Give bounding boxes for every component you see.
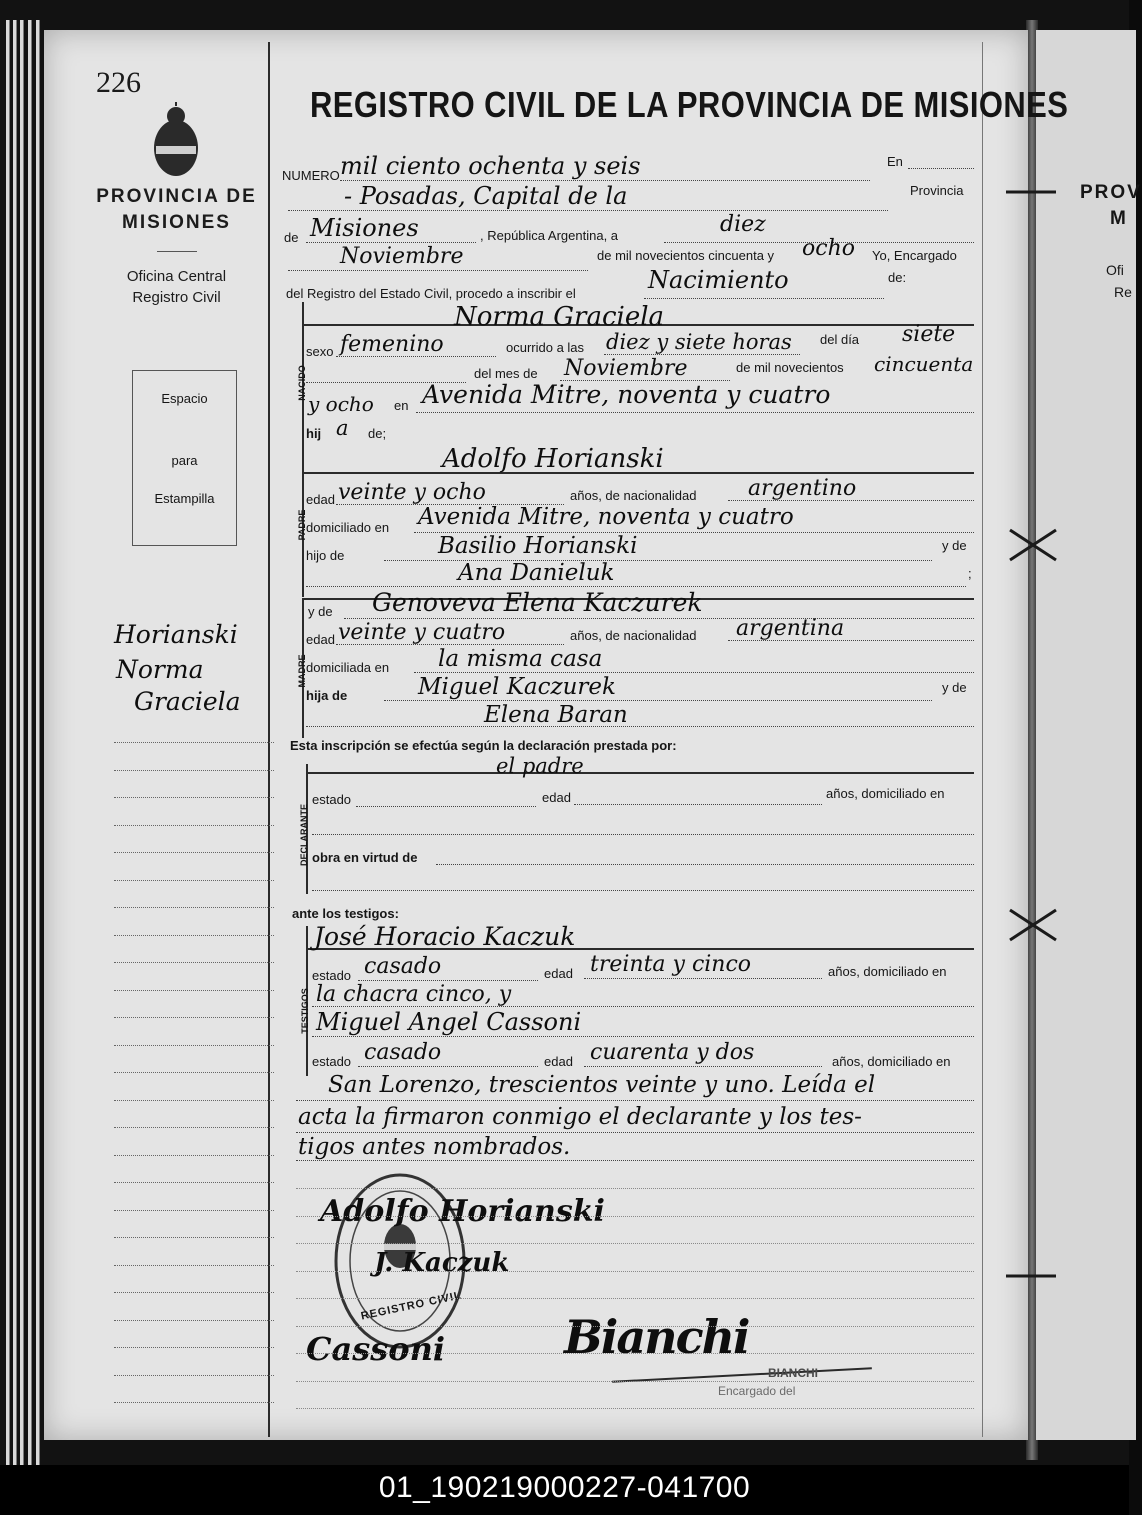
maternal-grandfather-value: Miguel Kaczurek xyxy=(418,674,616,700)
margin-ruled-line xyxy=(114,770,274,771)
signature-ruled-line xyxy=(296,1271,974,1272)
province-value: Misiones xyxy=(310,214,419,242)
mother-domicilio-value: la misma casa xyxy=(438,646,603,672)
section-label-madre: MADRE xyxy=(297,654,307,688)
fill-line xyxy=(288,210,888,211)
witness2-anos-label: años, domiciliado en xyxy=(832,1054,951,1069)
closing-line2: tigos antes nombrados. xyxy=(298,1134,571,1160)
registro-label: del Registro del Estado Civil, procedo a inscribir el xyxy=(286,286,576,301)
page-title: REGISTRO CIVIL DE LA PROVINCIA DE MISIONES xyxy=(310,84,1069,125)
fill-line xyxy=(908,168,974,169)
fill-line xyxy=(358,1066,538,1067)
stamp-label-line2: para xyxy=(171,453,198,468)
act-value: Nacimiento xyxy=(648,266,789,294)
margin-ruled-line xyxy=(114,1045,274,1046)
fill-line xyxy=(312,890,974,891)
office-label-line2: Registro Civil xyxy=(132,289,221,306)
fill-line xyxy=(296,1160,974,1161)
witness1-anos-label: años, domiciliado en xyxy=(828,964,947,979)
margin-ruled-line xyxy=(114,935,274,936)
fill-line xyxy=(336,644,564,645)
hij-value: a xyxy=(336,416,349,440)
fill-line xyxy=(312,1006,974,1007)
signature-father: Adolfo Horianski xyxy=(320,1194,605,1229)
declarante-obra-label: obra en virtud de xyxy=(312,850,418,865)
facing-page-text: Re xyxy=(1114,284,1132,300)
witness2-estado-label: estado xyxy=(312,1054,352,1069)
fill-line xyxy=(306,242,476,243)
section-label-declarante: DECLARANTE xyxy=(299,804,309,866)
fill-line xyxy=(728,500,974,501)
witness1-domicilio-value: la chacra cinco, y xyxy=(316,982,512,1007)
margin-ruled-line xyxy=(114,962,274,963)
margin-note-line1: Horianski xyxy=(114,620,238,649)
mother-hija-label: hija de xyxy=(306,688,348,703)
stamp-label-line3: Estampilla xyxy=(154,491,215,506)
birth-year-value-cont: y ocho xyxy=(308,392,374,416)
numero-label: NUMERO xyxy=(282,168,340,183)
provincia-label: Provincia xyxy=(910,183,964,198)
margin-ruled-line xyxy=(114,1017,274,1018)
declarante-value: el padre xyxy=(496,754,584,778)
fill-line xyxy=(384,700,932,701)
signature-ruled-line xyxy=(296,1188,974,1189)
witness1-name-value: José Horacio Kaczuk xyxy=(314,922,576,951)
de-label: de xyxy=(284,230,299,245)
registrar-stamp-line2: Encargado del xyxy=(718,1384,796,1398)
day-value: diez xyxy=(720,212,766,237)
fill-line xyxy=(416,412,974,413)
signature-ruled-line xyxy=(296,1298,974,1299)
section-label-testigos: TESTIGOS xyxy=(300,988,310,1034)
en-label: en xyxy=(394,398,409,413)
page-number: 226 xyxy=(96,66,141,99)
birth-month-value: Noviembre xyxy=(564,356,688,381)
year-value: ocho xyxy=(802,236,855,261)
year-label: de mil novecientos cincuenta y xyxy=(597,248,775,263)
page-edge xyxy=(28,20,32,1465)
signature-registrar: Bianchi xyxy=(564,1310,749,1364)
margin-ruled-line xyxy=(114,1375,274,1376)
scan-identifier: 01_190219000227-041700 xyxy=(0,1465,1129,1515)
mother-nacionalidad-value: argentina xyxy=(736,616,845,641)
signature-witness1: J. Kaczuk xyxy=(374,1248,510,1278)
mother-edad-value: veinte y cuatro xyxy=(338,620,506,645)
witness1-estado-label: estado xyxy=(312,968,352,983)
signature-ruled-line xyxy=(296,1408,974,1409)
testigos-intro-label: ante los testigos: xyxy=(292,906,399,921)
republica-label: , República Argentina, a xyxy=(480,228,619,243)
fill-line xyxy=(574,804,822,805)
father-name-value: Adolfo Horianski xyxy=(442,444,664,474)
fill-line xyxy=(312,1036,974,1037)
margin-ruled-line xyxy=(114,907,274,908)
hij-label: hij xyxy=(306,426,322,441)
margin-note-line3: Graciela xyxy=(134,687,241,716)
fill-line xyxy=(356,806,536,807)
facing-page-text: PROV xyxy=(1080,182,1142,203)
witness2-edad-value: cuarenta y dos xyxy=(590,1040,755,1065)
fill-line xyxy=(306,586,966,587)
signature-ruled-line xyxy=(296,1326,974,1327)
child-name-value: Norma Graciela xyxy=(454,302,665,332)
section-label-nacido: NACIDO xyxy=(297,365,307,401)
column-divider xyxy=(268,42,270,1437)
father-y-de-label: y de xyxy=(942,538,967,553)
witness2-domicilio-value: San Lorenzo, trescientos veinte y uno. Leída el xyxy=(328,1072,876,1098)
madre-y-de-label: y de xyxy=(308,604,333,619)
stamp-space-box xyxy=(132,370,237,546)
margin-ruled-line xyxy=(114,990,274,991)
page-edge xyxy=(6,20,10,1465)
divider xyxy=(157,251,197,252)
margin-ruled-line xyxy=(114,880,274,881)
page-edge xyxy=(36,20,40,1465)
witness2-name-value: Miguel Angel Cassoni xyxy=(316,1008,582,1036)
section-rule xyxy=(306,772,974,774)
declarante-estado-label: estado xyxy=(312,792,352,807)
page-edge xyxy=(20,20,24,1465)
ocurrido-label: ocurrido a las xyxy=(506,340,585,355)
margin-ruled-line xyxy=(114,1100,274,1101)
father-edad-value: veinte y ocho xyxy=(338,480,486,505)
witness1-edad-value: treinta y cinco xyxy=(590,952,752,977)
father-domicilio-label: domiciliado en xyxy=(306,520,390,535)
maternal-grandmother-value: Elena Baran xyxy=(484,702,628,728)
en-label: En xyxy=(887,154,903,169)
paternal-grandfather-value: Basilio Horianski xyxy=(438,533,638,559)
mes-label: del mes de xyxy=(474,366,538,381)
page-edge xyxy=(13,20,17,1465)
facing-page-text: M xyxy=(1110,208,1126,229)
witness1-estado-value: casado xyxy=(364,954,442,979)
declarante-intro-label: Esta inscripción se efectúa según la declaración prestada por: xyxy=(290,738,677,753)
margin-ruled-line xyxy=(114,1402,274,1403)
signature-ruled-line xyxy=(296,1353,974,1354)
signature-ruled-line xyxy=(296,1381,974,1382)
witness1-edad-label: edad xyxy=(544,966,573,981)
margin-ruled-line xyxy=(114,1320,274,1321)
mother-y-de-label: y de xyxy=(942,680,967,695)
fill-line xyxy=(584,1066,822,1067)
signature-witness2: Cassoni xyxy=(306,1330,445,1368)
mother-domicilio-label: domiciliada en xyxy=(306,660,390,675)
closing-line1: acta la firmaron conmigo el declarante y los tes- xyxy=(298,1104,862,1130)
coat-of-arms-icon xyxy=(146,102,206,182)
sexo-value: femenino xyxy=(340,332,444,357)
hij-de-label: de; xyxy=(368,426,387,441)
right-margin-line xyxy=(982,42,983,1437)
mother-edad-label: edad xyxy=(306,632,335,647)
padre-end-mark: ; xyxy=(968,566,972,581)
fill-line xyxy=(584,978,822,979)
declarante-anos-label: años, domiciliado en xyxy=(826,786,945,801)
margin-ruled-line xyxy=(114,1127,274,1128)
encargado-label: Yo, Encargado xyxy=(872,248,957,263)
father-anos-label: años, de nacionalidad xyxy=(570,488,697,503)
fill-line xyxy=(288,270,588,271)
fill-line xyxy=(728,640,974,641)
margin-ruled-line xyxy=(114,797,274,798)
declarante-edad-label: edad xyxy=(542,790,571,805)
fill-line xyxy=(436,864,974,865)
fill-line xyxy=(358,980,538,981)
margin-ruled-line xyxy=(114,742,274,743)
fill-line xyxy=(604,354,800,355)
margin-ruled-line xyxy=(114,825,274,826)
fill-line xyxy=(344,618,974,619)
numero-value: mil ciento ochenta y seis xyxy=(340,152,641,180)
stamp-label-line1: Espacio xyxy=(161,391,208,406)
section-label-padre: PADRE xyxy=(297,509,307,541)
margin-ruled-line xyxy=(114,1347,274,1348)
birth-place-value: Avenida Mitre, noventa y cuatro xyxy=(422,380,831,409)
sexo-label: sexo xyxy=(306,344,334,359)
margin-ruled-line xyxy=(114,852,274,853)
del-dia-label: del día xyxy=(820,332,860,347)
fill-line xyxy=(296,1132,974,1133)
fill-line xyxy=(296,1100,974,1101)
fill-line xyxy=(312,834,974,835)
seal-text: REGISTRO CIVIL xyxy=(359,1289,463,1323)
witness2-estado-value: casado xyxy=(364,1040,442,1065)
margin-ruled-line xyxy=(114,1182,274,1183)
signature-ruled-line xyxy=(296,1243,974,1244)
binding-stitches xyxy=(996,180,1066,1300)
birth-day-value: siete xyxy=(902,322,956,347)
father-domicilio-value: Avenida Mitre, noventa y cuatro xyxy=(418,504,794,530)
father-edad-label: edad xyxy=(306,492,335,507)
office-label-line1: Oficina Central xyxy=(126,268,227,285)
province-label-line1: PROVINCIA DE xyxy=(96,186,257,207)
province-label-line2: MISIONES xyxy=(122,212,231,233)
margin-ruled-line xyxy=(114,1265,274,1266)
signature-ruled-line xyxy=(296,1216,974,1217)
place-value: - Posadas, Capital de la xyxy=(344,182,628,210)
fill-line xyxy=(306,726,974,727)
fill-line xyxy=(340,180,870,181)
hour-value: diez y siete horas xyxy=(606,330,792,354)
registrar-stamp-line1: BIANCHI xyxy=(768,1366,818,1380)
birth-year-label: de mil novecientos xyxy=(736,360,844,375)
de2-label: de: xyxy=(888,270,907,285)
witness2-edad-label: edad xyxy=(544,1054,573,1069)
margin-note-line2: Norma xyxy=(116,655,204,684)
birth-year-value: cincuenta xyxy=(874,352,974,376)
margin-ruled-line xyxy=(114,1155,274,1156)
month-value: Noviembre xyxy=(340,244,464,269)
certificate-page xyxy=(44,30,1069,1440)
mother-name-value: Genoveva Elena Kaczurek xyxy=(372,588,703,617)
mother-anos-label: años, de nacionalidad xyxy=(570,628,697,643)
margin-ruled-line xyxy=(114,1210,274,1211)
margin-ruled-line xyxy=(114,1292,274,1293)
paternal-grandmother-value: Ana Danieluk xyxy=(458,560,615,586)
fill-line xyxy=(414,672,974,673)
margin-ruled-line xyxy=(114,1237,274,1238)
father-hijo-label: hijo de xyxy=(306,548,345,563)
father-nacionalidad-value: argentino xyxy=(748,476,857,501)
facing-page-text: Ofi xyxy=(1106,262,1124,278)
fill-line xyxy=(644,298,884,299)
margin-ruled-line xyxy=(114,1072,274,1073)
fill-line xyxy=(336,356,496,357)
